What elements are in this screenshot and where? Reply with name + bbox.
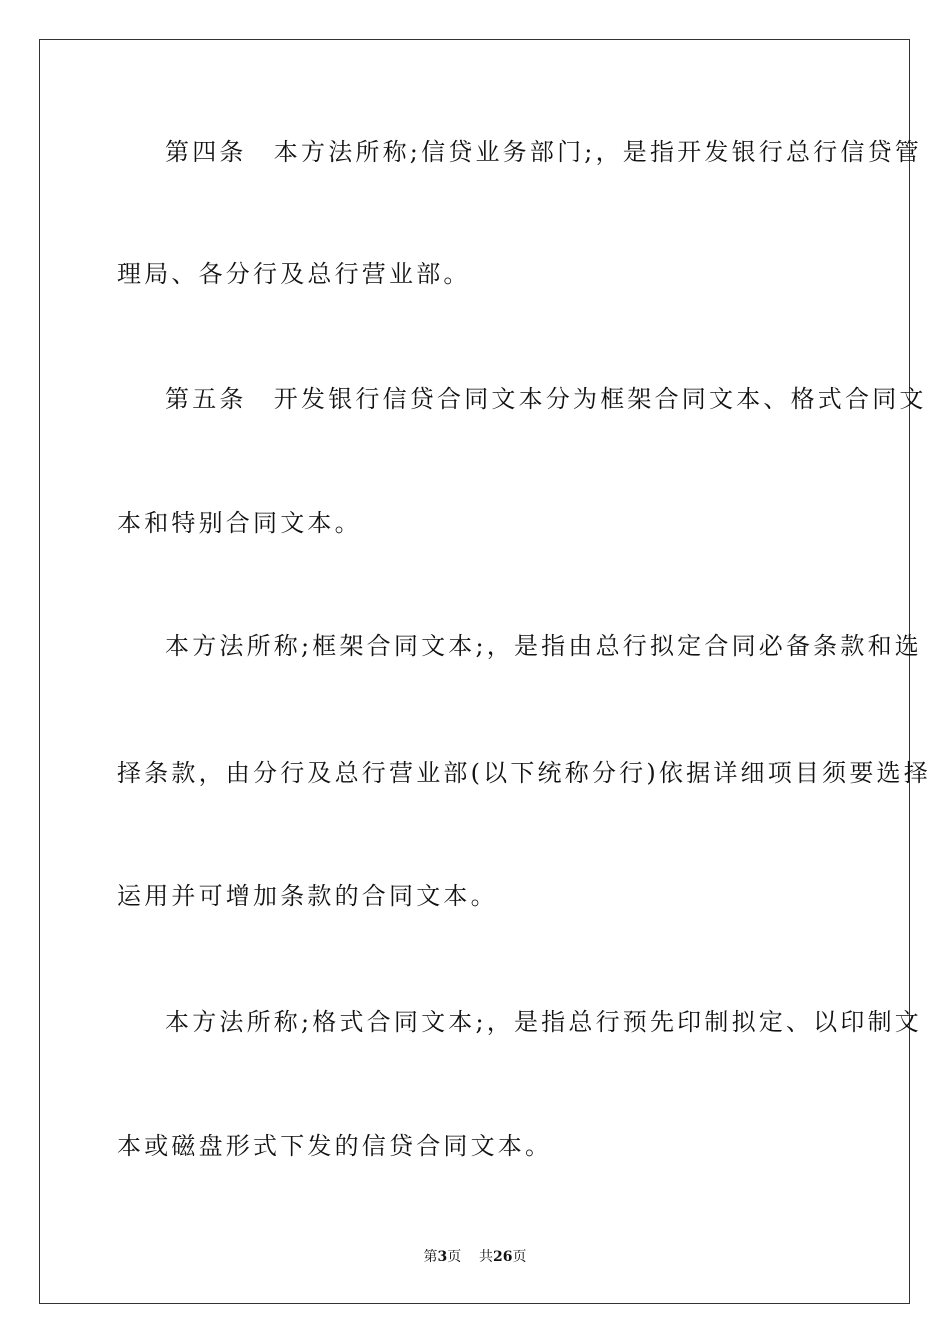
paragraph-line: 择条款，由分行及总行营业部(以下统称分行)依据详细项目须要选择 (117, 759, 931, 787)
total-suffix: 页 (512, 1249, 527, 1265)
paragraph-line: 第四条 本方法所称;信贷业务部门;，是指开发银行总行信贷管 (165, 138, 922, 166)
paragraph-line: 本和特别合同文本。 (117, 509, 362, 537)
total-prefix: 共 (479, 1249, 494, 1265)
page-suffix: 页 (447, 1249, 462, 1265)
paragraph-line: 理局、各分行及总行营业部。 (117, 260, 471, 288)
paragraph-line: 本方法所称;格式合同文本;，是指总行预先印制拟定、以印制文 (165, 1008, 922, 1036)
page-footer (0, 1248, 950, 1266)
page-number: 3 (437, 1249, 448, 1265)
page-prefix: 第 (423, 1249, 438, 1265)
page-frame (39, 39, 910, 1304)
paragraph-line: 本方法所称;框架合同文本;，是指由总行拟定合同必备条款和选 (165, 632, 922, 660)
paragraph-line: 第五条 开发银行信贷合同文本分为框架合同文本、格式合同文 (165, 385, 927, 413)
total-pages: 26 (493, 1249, 513, 1265)
paragraph-line: 运用并可增加条款的合同文本。 (117, 882, 498, 910)
paragraph-line: 本或磁盘形式下发的信贷合同文本。 (117, 1132, 553, 1160)
